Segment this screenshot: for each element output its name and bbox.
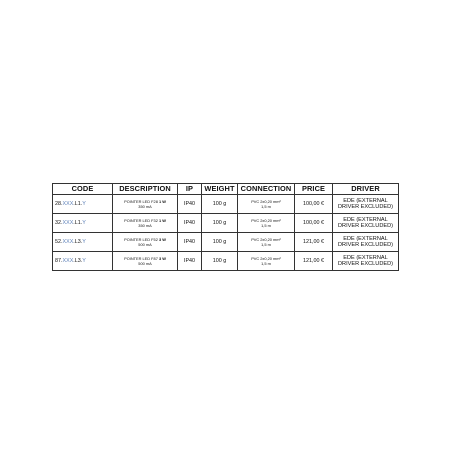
connection-length: 1,5 m — [261, 223, 271, 228]
description-cell — [113, 214, 178, 233]
code-prefix: 32. — [55, 220, 63, 226]
connection-cable: PVC 2x0,20 mm² — [251, 218, 281, 223]
product-table — [52, 183, 399, 271]
connection-length: 1,5 m — [261, 242, 271, 247]
connection-cell — [238, 214, 295, 233]
header-connection: CONNECTION — [238, 184, 295, 195]
ip-cell: IP40 — [178, 214, 202, 233]
driver-line-1: EDE (EXTERNAL — [343, 254, 388, 261]
code-variable: XXX — [62, 201, 74, 207]
connection-cable: PVC 2x0,20 mm² — [251, 237, 281, 242]
price-cell: 100,00 € — [295, 214, 333, 233]
connection-cell — [238, 252, 295, 271]
driver-line-2: DRIVER EXCLUDED) — [337, 204, 393, 210]
connection-cell — [238, 195, 295, 214]
description-text: POINTER LED F32 — [124, 218, 158, 223]
header-code: CODE — [53, 184, 113, 195]
product-code-cell — [53, 252, 113, 271]
description-current: 500 mA — [138, 242, 152, 247]
code-variable: XXX — [62, 220, 74, 226]
driver-line-1: EDE (EXTERNAL — [343, 216, 388, 223]
product-code-cell — [53, 233, 113, 252]
description-current: 500 mA — [138, 261, 152, 266]
connection-length: 1,5 m — [261, 261, 271, 266]
header-driver: DRIVER — [333, 184, 399, 195]
product-code-cell — [53, 195, 113, 214]
weight-cell: 100 g — [202, 214, 238, 233]
code-prefix: 52. — [55, 239, 63, 245]
code-suffix: Y — [82, 258, 86, 264]
description-power: 1 W — [158, 218, 166, 223]
ip-cell: IP40 — [178, 252, 202, 271]
description-cell — [113, 195, 178, 214]
description-text: POINTER LED F28 — [124, 199, 158, 204]
code-suffix: Y — [82, 201, 86, 207]
code-suffix: Y — [82, 239, 86, 245]
price-cell: 121,00 € — [295, 233, 333, 252]
code-mid: .L1. — [73, 220, 83, 226]
weight-cell: 100 g — [202, 252, 238, 271]
ip-cell: IP40 — [178, 195, 202, 214]
header-description: DESCRIPTION — [113, 184, 178, 195]
driver-line-2: DRIVER EXCLUDED) — [337, 242, 393, 248]
driver-line-1: EDE (EXTERNAL — [343, 197, 388, 204]
description-current: 350 mA — [138, 223, 152, 228]
description-power: 3 W — [158, 237, 166, 242]
product-code-cell — [53, 214, 113, 233]
driver-line-2: DRIVER EXCLUDED) — [337, 261, 393, 267]
code-mid: .L1. — [73, 201, 83, 207]
header-weight: WEIGHT — [202, 184, 238, 195]
driver-line-1: EDE (EXTERNAL — [343, 235, 388, 242]
driver-line-2: DRIVER EXCLUDED) — [337, 223, 393, 229]
header-price: PRICE — [295, 184, 333, 195]
product-spec-sheet — [52, 183, 398, 271]
description-text: POINTER LED F52 — [124, 237, 158, 242]
code-prefix: 28. — [55, 201, 63, 207]
code-mid: .L3. — [73, 258, 83, 264]
code-mid: .L3. — [73, 239, 83, 245]
description-current: 350 mA — [138, 204, 152, 209]
weight-cell: 100 g — [202, 195, 238, 214]
connection-cable: PVC 2x0,20 mm² — [251, 199, 281, 204]
price-cell: 100,00 € — [295, 195, 333, 214]
description-power: 1 W — [158, 199, 166, 204]
driver-cell — [333, 233, 399, 252]
connection-length: 1,5 m — [261, 204, 271, 209]
code-suffix: Y — [82, 220, 86, 226]
code-variable: XXX — [62, 258, 74, 264]
price-cell: 121,00 € — [295, 252, 333, 271]
code-variable: XXX — [62, 239, 74, 245]
connection-cable: PVC 2x0,20 mm² — [251, 256, 281, 261]
weight-cell: 100 g — [202, 233, 238, 252]
description-cell — [113, 233, 178, 252]
driver-cell — [333, 252, 399, 271]
table-row — [53, 233, 399, 252]
driver-cell — [333, 195, 399, 214]
description-power: 3 W — [158, 256, 166, 261]
table-row — [53, 252, 399, 271]
driver-cell — [333, 214, 399, 233]
ip-cell: IP40 — [178, 233, 202, 252]
connection-cell — [238, 233, 295, 252]
table-header-row — [53, 184, 399, 195]
table-row — [53, 195, 399, 214]
description-cell — [113, 252, 178, 271]
header-ip: IP — [178, 184, 202, 195]
table-row — [53, 214, 399, 233]
code-prefix: 87. — [55, 258, 63, 264]
description-text: POINTER LED F87 — [124, 256, 158, 261]
